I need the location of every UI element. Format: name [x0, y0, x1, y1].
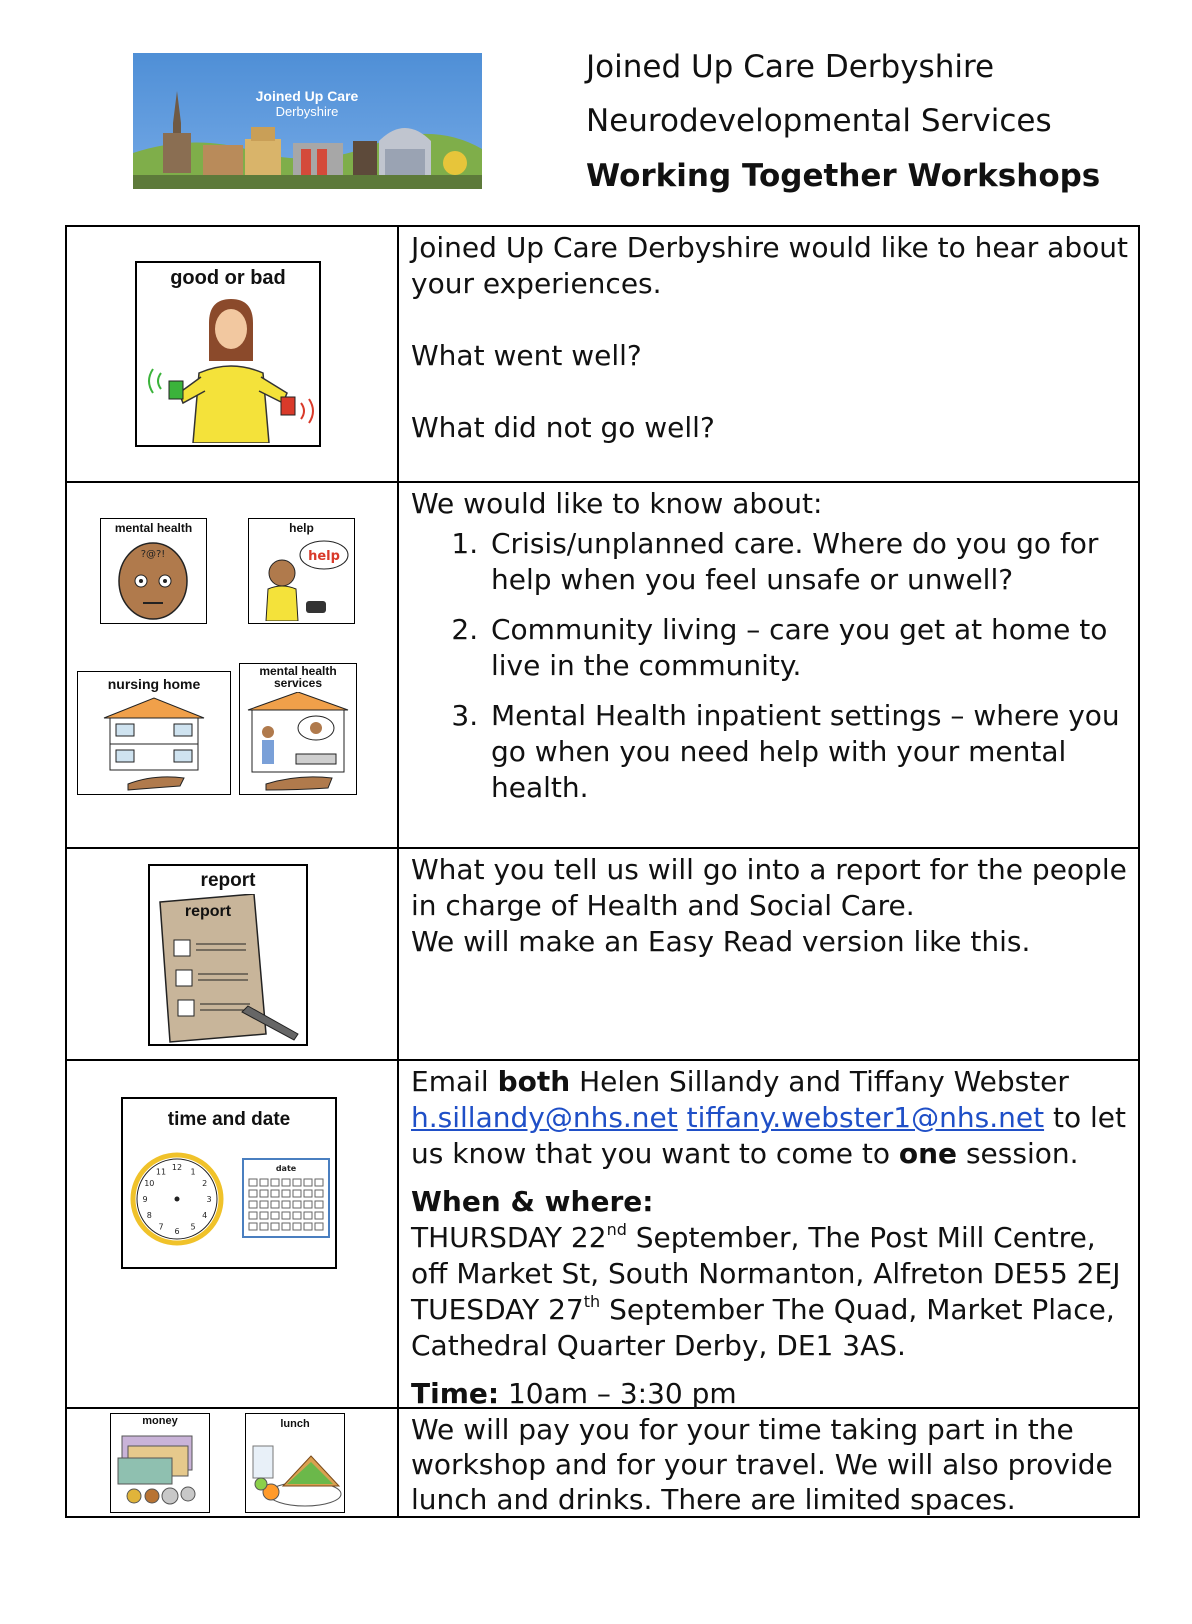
calendar-cell: [293, 1201, 301, 1208]
topic-crisis-care: 1. Crisis/unplanned care. Where do you go for help when you feel unsafe or unwell?: [487, 526, 1128, 598]
logo-line2: Derbyshire: [275, 104, 339, 119]
header-title-service: Neurodevelopmental Services: [586, 103, 1052, 139]
question-went-well: What went well?: [411, 339, 642, 372]
row-report: [67, 847, 1138, 1059]
row-session: [67, 1059, 1138, 1410]
lunch-card: [245, 1413, 345, 1513]
clock-number: 11: [155, 1167, 167, 1177]
nursing-home-card: [77, 671, 231, 795]
calendar-cell: [249, 1190, 257, 1197]
topics-intro: We would like to know about:: [411, 487, 823, 520]
help-card: [248, 518, 355, 624]
nursing-home-icon: [80, 694, 228, 792]
time-and-date-label: time and date: [167, 1109, 291, 1130]
calendar-cell: [271, 1212, 279, 1219]
good-or-bad-card: [135, 261, 321, 447]
calendar-cell: [293, 1190, 301, 1197]
calendar-cell: [315, 1179, 323, 1186]
clock-number: 12: [171, 1163, 183, 1172]
help-bubble-text: help: [308, 549, 340, 564]
clock-number: 5: [190, 1222, 196, 1232]
row-experiences: [67, 227, 1138, 481]
report-label: report: [200, 870, 256, 891]
question-not-well: What did not go well?: [411, 411, 715, 444]
info-table: [65, 225, 1140, 1518]
calendar-cell: [260, 1190, 268, 1197]
calendar-cell: [304, 1190, 312, 1197]
calendar-cell: [271, 1179, 279, 1186]
report-paper-label: report: [184, 903, 232, 920]
calendar-cell: [282, 1212, 290, 1219]
calendar-cell: [260, 1223, 268, 1230]
calendar-cell: [260, 1201, 268, 1208]
mental-health-services-card: [239, 663, 357, 795]
session-date-1: THURSDAY 22nd September, The Post Mill Centre, off Market St, South Normanton, Alfreton DE55 2EJ: [411, 1219, 1121, 1290]
time-and-date-card: [121, 1097, 337, 1269]
row-topics-text: [399, 483, 1138, 847]
calendar-cell: [260, 1179, 268, 1186]
header-title-workshops: Working Together Workshops: [586, 158, 1101, 194]
email-link-tiffany[interactable]: tiffany.webster1@nhs.net: [686, 1101, 1045, 1134]
email-one: one: [898, 1137, 958, 1170]
logo-illustration: [133, 53, 482, 189]
row-topics: [67, 481, 1138, 847]
calendar-cell: [304, 1201, 312, 1208]
clock-number: 3: [206, 1195, 212, 1204]
report-text-1: What you tell us will go into a report for the people in charge of Health and Social Care.: [411, 853, 1127, 922]
calendar-cell: [271, 1201, 279, 1208]
calendar-cell: [249, 1212, 257, 1219]
thumbs-person-icon: [139, 293, 319, 443]
when-where-heading: When & where:: [411, 1185, 654, 1218]
row-payment-text: [399, 1409, 1138, 1516]
calendar-cell: [282, 1190, 290, 1197]
session-time: Time: 10am – 3:30 pm: [411, 1377, 737, 1410]
good-or-bad-label: good or bad: [170, 267, 286, 289]
calendar-cell: [260, 1212, 268, 1219]
calendar-cell: [271, 1190, 279, 1197]
report-card: [148, 864, 308, 1046]
row-experiences-picture: [67, 227, 399, 481]
money-label: money: [142, 1415, 178, 1427]
calendar-label: date: [275, 1164, 297, 1173]
header-title-org: Joined Up Care Derbyshire: [586, 49, 995, 85]
report-text-2: We will make an Easy Read version like this.: [411, 925, 1031, 958]
mental-health-card: [100, 518, 207, 624]
topic-community-living: 2. Community living – care you get at home to live in the community.: [487, 612, 1128, 684]
calendar-cell: [304, 1212, 312, 1219]
row-session-text: [399, 1061, 1138, 1410]
email-instructions: Email both Helen Sillandy and Tiffany Webster h.sillandy@nhs.net tiffany.webster1@nhs.net to let us know that you want to come to one session.: [411, 1065, 1126, 1170]
calendar-cell: [315, 1223, 323, 1230]
head-icon: [103, 537, 203, 623]
row-topics-picture: [67, 483, 399, 847]
clock-number: 6: [174, 1227, 180, 1236]
calendar-cell: [249, 1223, 257, 1230]
calendar-cell: [249, 1201, 257, 1208]
calendar-cell: [282, 1201, 290, 1208]
calendar-cell: [304, 1179, 312, 1186]
topic-inpatient-settings: 3. Mental Health inpatient settings – where you go when you need help with your mental health.: [487, 698, 1128, 806]
row-experiences-text: [399, 227, 1138, 481]
clock-number: 8: [146, 1211, 152, 1220]
row-session-picture: [67, 1061, 399, 1407]
clock-number: 9: [142, 1195, 148, 1204]
experiences-intro: Joined Up Care Derbyshire would like to hear about your experiences.: [411, 231, 1128, 300]
calendar-cell: [304, 1223, 312, 1230]
joined-up-care-logo: [133, 53, 482, 189]
clock-number: 7: [158, 1222, 164, 1232]
help-label: help: [289, 521, 314, 535]
topics-list: [411, 526, 1128, 806]
clock-number: 2: [202, 1179, 208, 1188]
clock-number: 10: [144, 1179, 155, 1188]
payment-text: We will pay you for your time taking part in the workshop and for your travel. We will also provide lunch and drinks. There are limited spaces.: [411, 1413, 1113, 1516]
clock-number: 4: [202, 1211, 208, 1220]
svg-text:?@?!: ?@?!: [140, 549, 166, 560]
row-report-text: [399, 849, 1138, 1059]
row-payment: [67, 1407, 1138, 1516]
mh-services-icon: [242, 692, 354, 792]
logo-line1: Joined Up Care: [255, 88, 359, 104]
calendar-cell: [282, 1179, 290, 1186]
clock-number: 1: [190, 1167, 196, 1177]
mh-services-label: mental health services: [259, 664, 337, 690]
calendar-cell: [271, 1223, 279, 1230]
clock-calendar-icon: [125, 1139, 335, 1259]
session-date-2: TUESDAY 27th September The Quad, Market Place, Cathedral Quarter Derby, DE1 3AS.: [411, 1291, 1115, 1362]
calendar-cell: [293, 1179, 301, 1186]
email-link-helen[interactable]: h.sillandy@nhs.net: [411, 1101, 678, 1134]
nursing-home-label: nursing home: [107, 676, 201, 692]
calendar-cell: [315, 1201, 323, 1208]
money-card: [110, 1413, 210, 1513]
phone-help-icon: [250, 535, 352, 621]
lunch-label: lunch: [280, 1418, 310, 1430]
report-document-icon: [150, 894, 306, 1044]
calendar-cell: [249, 1179, 257, 1186]
calendar-cell: [315, 1212, 323, 1219]
email-both: both: [497, 1065, 571, 1098]
money-icon: [112, 1428, 208, 1510]
calendar-cell: [293, 1223, 301, 1230]
calendar-cell: [293, 1212, 301, 1219]
lunch-icon: [247, 1430, 343, 1510]
calendar-cell: [315, 1190, 323, 1197]
row-payment-picture: [67, 1409, 399, 1516]
row-report-picture: [67, 849, 399, 1059]
calendar-cell: [282, 1223, 290, 1230]
mental-health-label: mental health: [114, 521, 193, 535]
